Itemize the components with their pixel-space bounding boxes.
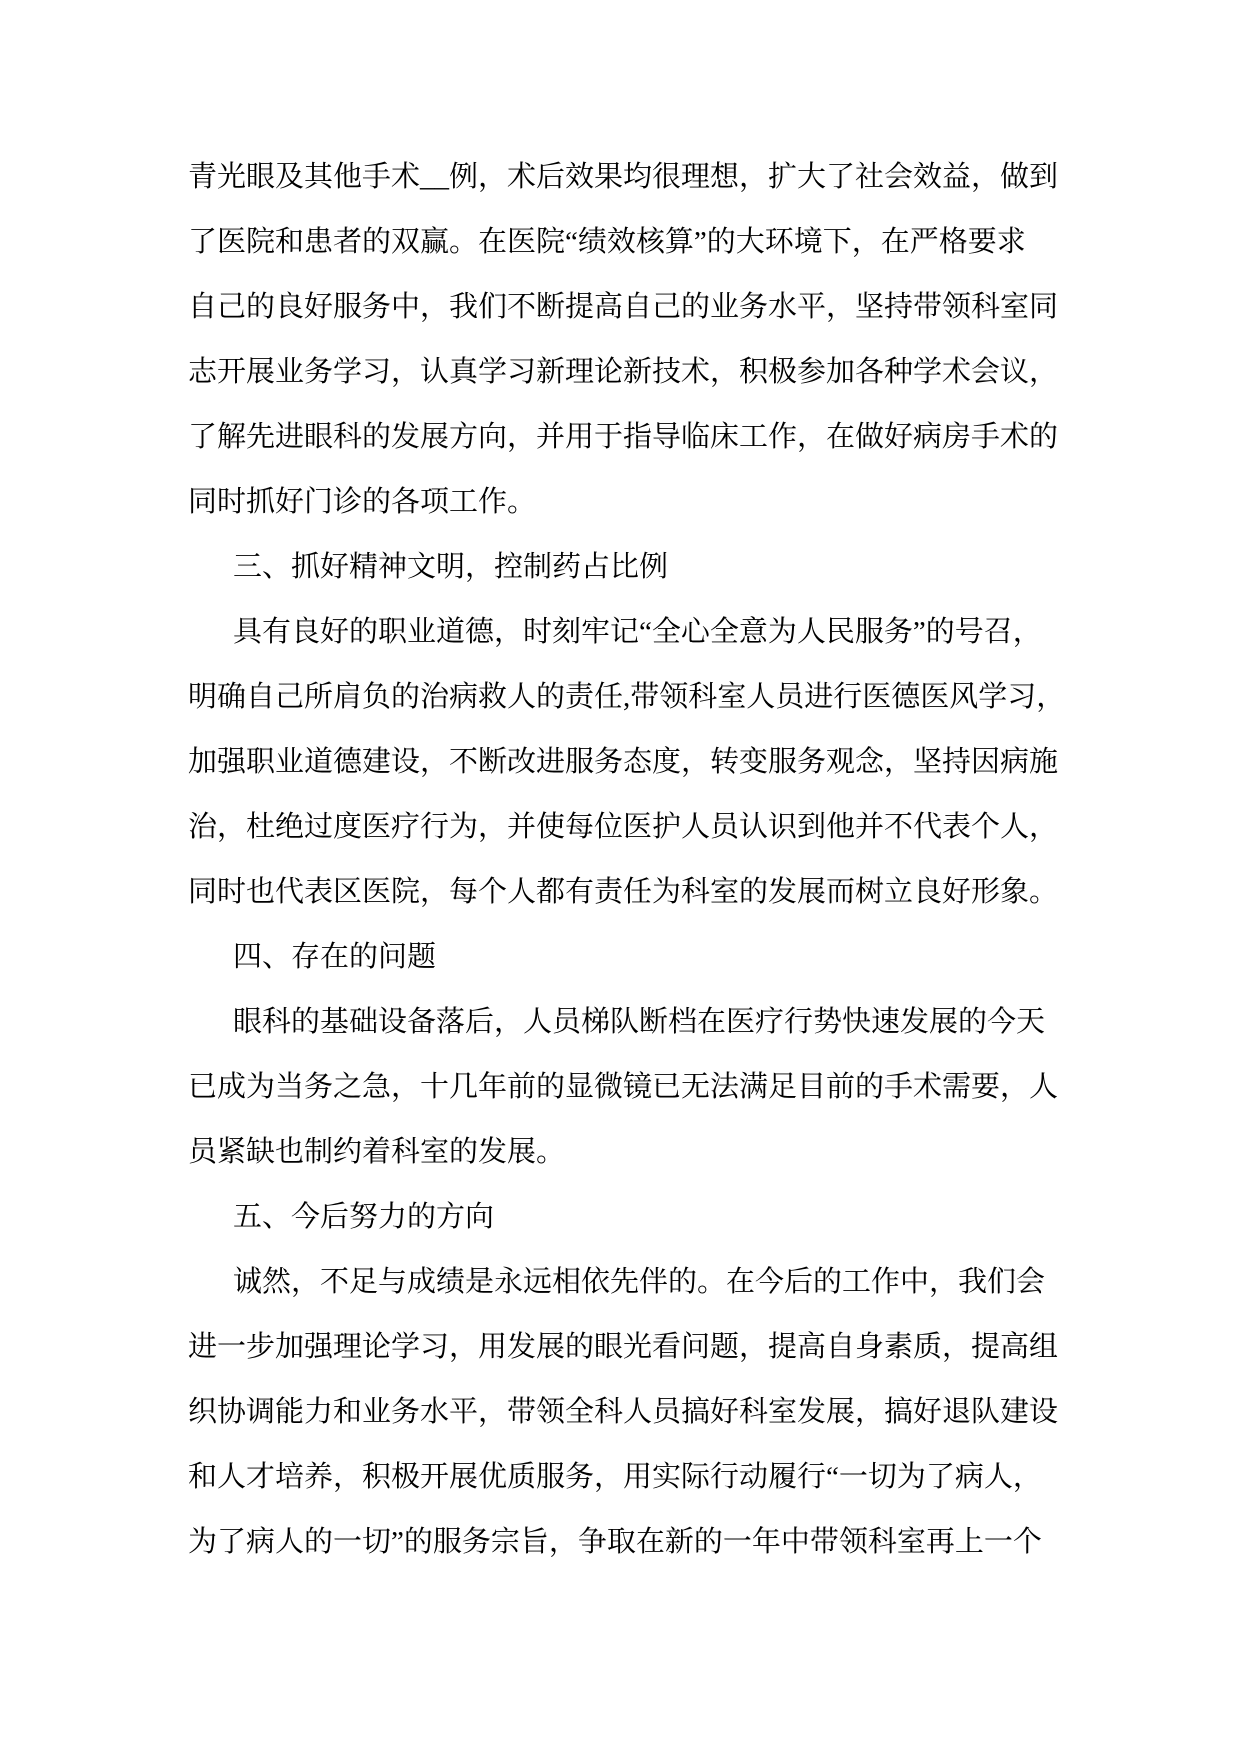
body-text-line: 治，杜绝过度医疗行为，并使每位医护人员认识到他并不代表个人， <box>188 811 1059 843</box>
body-text-line: 诚然，不足与成绩是永远相依先伴的。在今后的工作中，我们会 <box>233 1266 1046 1298</box>
body-text-line: 进一步加强理论学习，用发展的眼光看问题，提高自身素质，提高组 <box>188 1331 1059 1363</box>
section-heading-line: 五、今后努力的方向 <box>233 1201 495 1233</box>
body-text-line: 了解先进眼科的发展方向，并用于指导临床工作，在做好病房手术的 <box>188 421 1059 453</box>
body-text-line: 具有良好的职业道德，时刻牢记“全心全意为人民服务”的号召， <box>233 616 1042 648</box>
body-text-line: 了医院和患者的双赢。在医院“绩效核算”的大环境下，在严格要求 <box>188 226 1026 258</box>
section-heading-line: 三、抓好精神文明，控制药占比例 <box>233 551 669 583</box>
body-text-line: 织协调能力和业务水平，带领全科人员搞好科室发展，搞好退队建设 <box>188 1396 1059 1428</box>
body-text-line: 眼科的基础设备落后，人员梯队断档在医疗行势快速发展的今天 <box>233 1006 1046 1038</box>
body-text-line: 自己的良好服务中，我们不断提高自己的业务水平，坚持带领科室同 <box>188 291 1059 323</box>
body-text-line: 明确自己所肩负的治病救人的责任,带领科室人员进行医德医风学习， <box>188 681 1066 713</box>
body-text-line: 同时抓好门诊的各项工作。 <box>188 486 537 518</box>
body-text-line: 同时也代表区医院，每个人都有责任为科室的发展而树立良好形象。 <box>188 876 1059 908</box>
section-heading-line: 四、存在的问题 <box>233 941 437 973</box>
document-text-block <box>188 145 1118 1575</box>
body-text-line: 加强职业道德建设，不断改进服务态度，转变服务观念，坚持因病施 <box>188 746 1059 778</box>
body-text-line: 志开展业务学习，认真学习新理论新技术，积极参加各种学术会议， <box>188 356 1059 388</box>
body-text-line: 青光眼及其他手术__例，术后效果均很理想，扩大了社会效益，做到 <box>188 161 1059 193</box>
body-text-line: 员紧缺也制约着科室的发展。 <box>188 1136 566 1168</box>
body-text-line: 为了病人的一切”的服务宗旨，争取在新的一年中带领科室再上一个 <box>188 1526 1042 1558</box>
body-text-line: 和人才培养，积极开展优质服务，用实际行动履行“一切为了病人， <box>188 1461 1042 1493</box>
body-text-line: 已成为当务之急，十几年前的显微镜已无法满足目前的手术需要，人 <box>188 1071 1059 1103</box>
